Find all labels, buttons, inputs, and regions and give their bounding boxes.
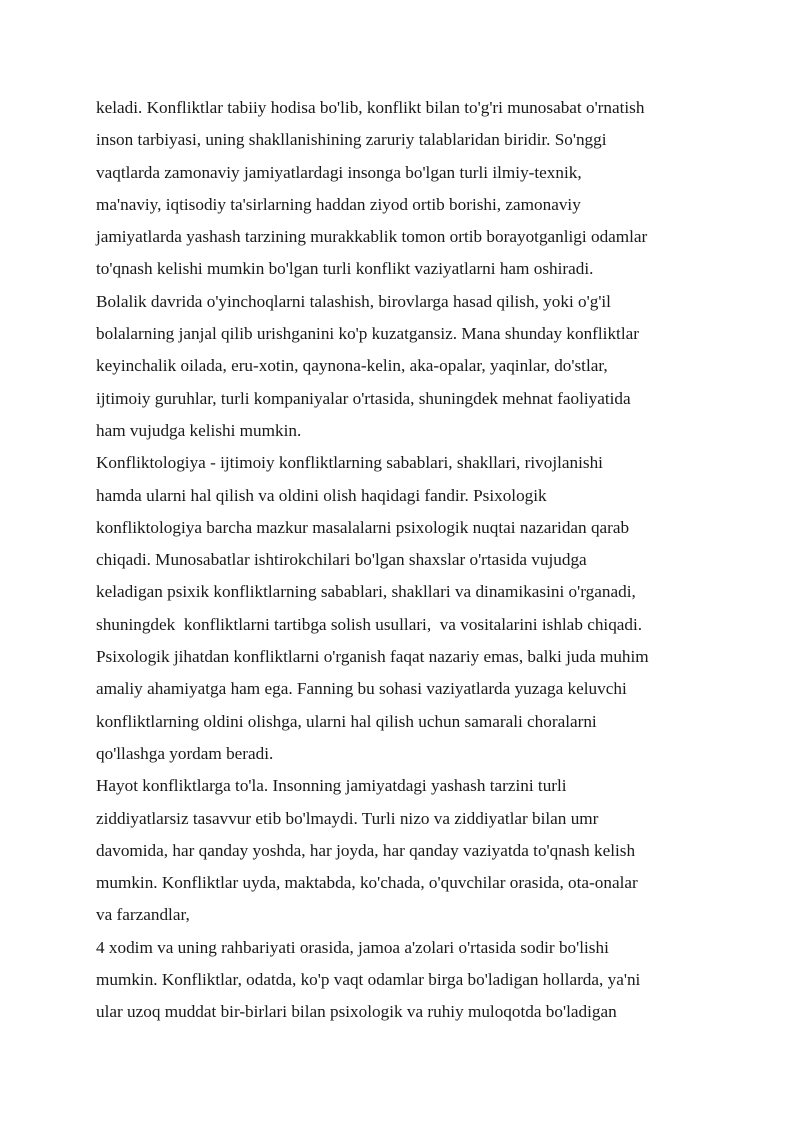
text-line: ziddiyatlarsiz tasavvur etib bo'lmaydi. Turli nizo va ziddiyatlar bilan umr <box>96 808 599 828</box>
text-line: Psixologik jihatdan konfliktlarni o'rganish faqat nazariy emas, balki juda muhim <box>96 647 649 667</box>
text-line: jamiyatlarda yashash tarzining murakkablik tomon ortib borayotganligi odamlar <box>96 227 648 247</box>
text-line: keladi. Konfliktlar tabiiy hodisa bo'lib, konflikt bilan to'g'ri munosabat o'rnatish <box>96 98 645 117</box>
text-line: ham vujudga kelishi mumkin. <box>96 420 302 440</box>
text-line: inson tarbiyasi, uning shakllanishining zaruriy talablaridan biridir. So'nggi <box>96 130 607 150</box>
text-line: vaqtlarda zamonaviy jamiyatlardagi insonga bo'lgan turli ilmiy-texnik, <box>96 162 582 182</box>
text-line: mumkin. Konfliktlar uyda, maktabda, ko'chada, o'quvchilar orasida, ota-onalar <box>96 873 638 893</box>
body-text <box>96 92 716 1029</box>
text-line: konfliktologiya barcha mazkur masalalarni psixologik nuqtai nazaridan qarab <box>96 517 630 537</box>
text-line: shuningdek konfliktlarni tartibga solish usullari, va vositalarini ishlab chiqadi. <box>96 614 643 634</box>
text-line: Hayot konfliktlarga to'la. Insonning jamiyatdagi yashash tarzini turli <box>96 776 567 796</box>
text-line: ular uzoq muddat bir-birlari bilan psixologik va ruhiy muloqotda bo'ladigan <box>96 1002 617 1022</box>
text-line: Bolalik davrida o'yinchoqlarni talashish, birovlarga hasad qilish, yoki o'g'il <box>96 291 611 311</box>
text-line: ijtimoiy guruhlar, turli kompaniyalar o'rtasida, shuningdek mehnat faoliyatida <box>96 388 631 408</box>
text-line: chiqadi. Munosabatlar ishtirokchilari bo'lgan shaxslar o'rtasida vujudga <box>96 550 587 570</box>
text-line: ma'naviy, iqtisodiy ta'sirlarning haddan ziyod ortib borishi, zamonaviy <box>96 194 581 214</box>
text-line: Konfliktologiya - ijtimoiy konfliktlarning sabablari, shakllari, rivojlanishi <box>96 453 603 473</box>
text-line: keladigan psixik konfliktlarning sabablari, shakllari va dinamikasini o'rganadi, <box>96 582 636 602</box>
text-line: to'qnash kelishi mumkin bo'lgan turli konflikt vaziyatlarni ham oshiradi. <box>96 259 594 279</box>
text-line: davomida, har qanday yoshda, har joyda, har qanday vaziyatda to'qnash kelish <box>96 840 636 860</box>
text-line: keyinchalik oilada, eru-xotin, qaynona-kelin, aka-opalar, yaqinlar, do'stlar, <box>96 356 608 376</box>
text-line: va farzandlar, <box>96 905 190 925</box>
text-line: qo'llashga yordam beradi. <box>96 743 274 763</box>
text-line: mumkin. Konfliktlar, odatda, ko'p vaqt odamlar birga bo'ladigan hollarda, ya'ni <box>96 970 641 990</box>
text-line: konfliktlarning oldini olishga, ularni hal qilish uchun samarali choralarni <box>96 711 597 731</box>
text-line: 4 xodim va uning rahbariyati orasida, jamoa a'zolari o'rtasida sodir bo'lishi <box>96 937 609 957</box>
text-line: amaliy ahamiyatga ham ega. Fanning bu sohasi vaziyatlarda yuzaga keluvchi <box>96 679 627 699</box>
text-line: hamda ularni hal qilish va oldini olish haqidagi fandir. Psixologik <box>96 485 547 505</box>
text-line: bolalarning janjal qilib urishganini ko'p kuzatgansiz. Mana shunday konfliktlar <box>96 324 639 344</box>
